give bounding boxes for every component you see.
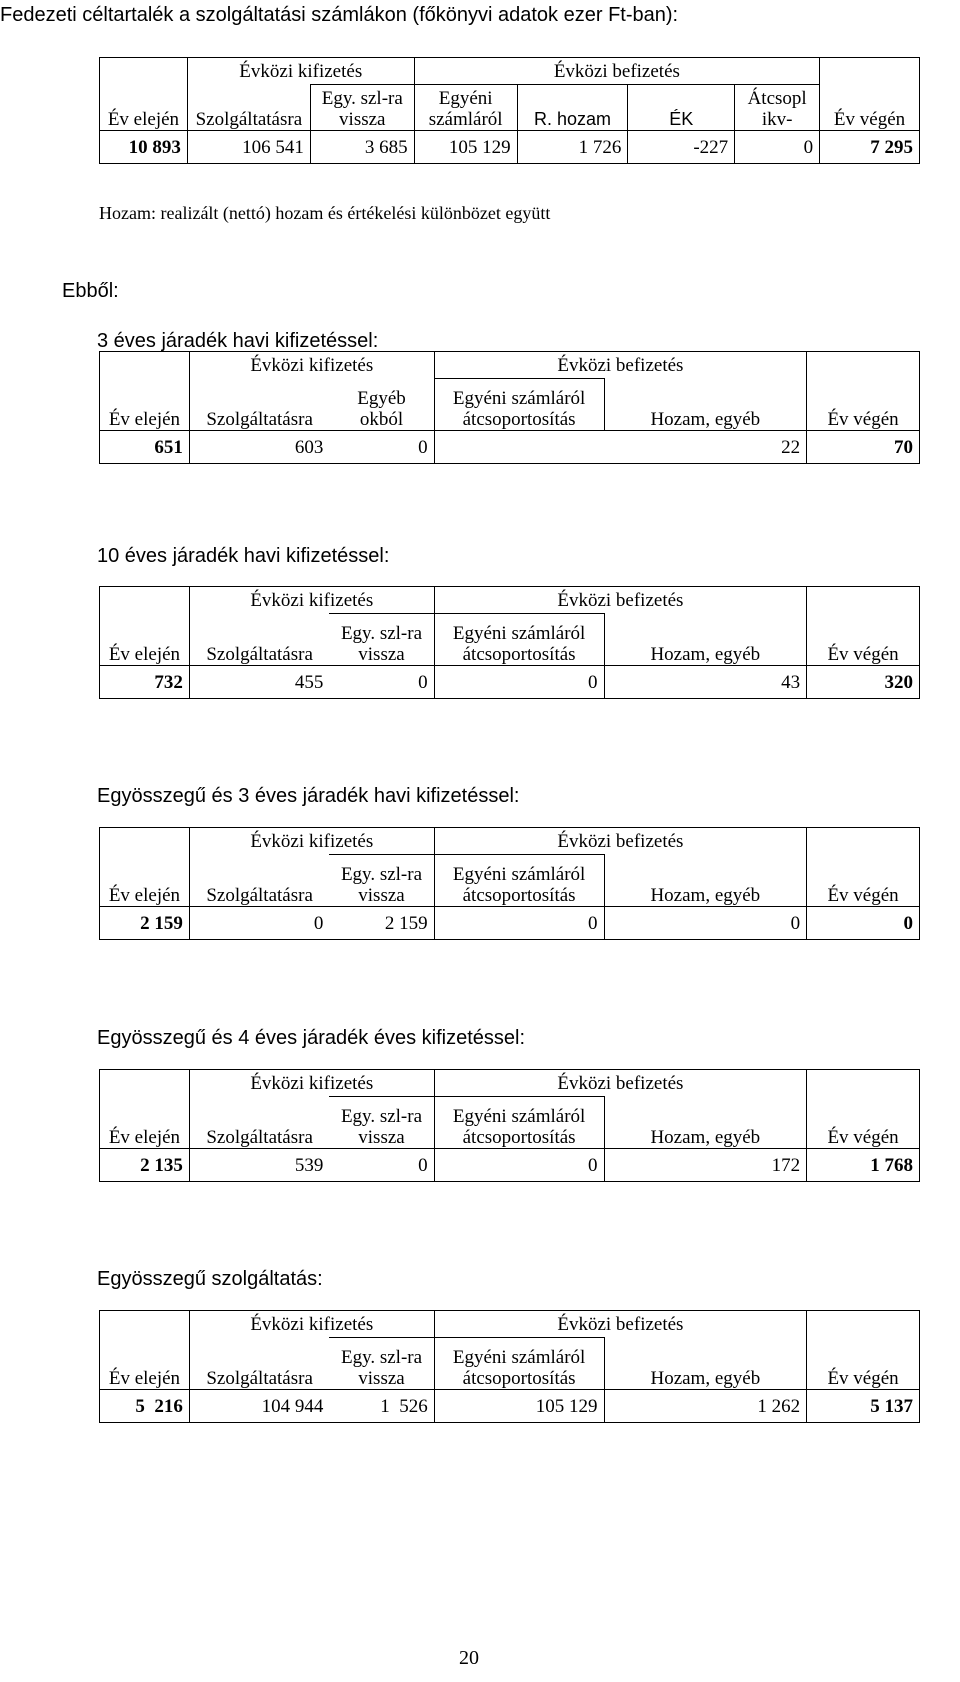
section-empty-cell (100, 587, 190, 614)
main-value-ek: -227 (628, 131, 735, 164)
section-table (99, 351, 920, 464)
section-table (99, 586, 920, 699)
page-number: 20 (459, 1647, 479, 1669)
main-empty-cell (100, 58, 188, 85)
section-group-kifizetes: Évközi kifizetés (189, 1070, 434, 1097)
section-header-egy-szl-vissza: Egy. szl-ra vissza (329, 614, 434, 666)
section-empty-cell (807, 1070, 920, 1097)
section-header-egyeni-szamlarol: Egyéni számláról átcsoportosítás (434, 614, 604, 666)
section-header-egy-szl-vissza: Egy. szl-ra vissza (329, 1338, 434, 1390)
main-header-ek: ÉK (628, 85, 735, 131)
section-value-ev-elejen: 2 135 (100, 1149, 190, 1182)
main-header-egyeni-szamlarol: Egyéni számláról (414, 85, 517, 131)
main-header-szolgaltatasra: Szolgáltatásra (187, 85, 310, 131)
section-table (99, 827, 920, 940)
section-header-ev-elejen: Év elején (100, 379, 190, 431)
section-value-hozam-egyeb: 172 (604, 1149, 807, 1182)
section-header-egyeni-szamlarol: Egyéni számláról átcsoportosítás (434, 855, 604, 907)
section-empty-cell (100, 828, 190, 855)
section-value-hozam-egyeb: 43 (604, 666, 807, 699)
section-value-egy-szl-vissza: 1 526 (329, 1390, 434, 1423)
section-title: 10 éves járadék havi kifizetéssel: (97, 545, 390, 567)
main-value-r-hozam: 1 726 (517, 131, 628, 164)
section-value-ev-vegen: 70 (807, 431, 920, 464)
section-header-ev-elejen: Év elején (100, 614, 190, 666)
section-header-ev-vegen: Év végén (807, 379, 920, 431)
section-value-szolgaltatasra: 539 (189, 1149, 329, 1182)
section-value-egyeni-szamlarol: 0 (434, 907, 604, 940)
section-header-egyeni-szamlarol: Egyéni számláról átcsoportosítás (434, 1338, 604, 1390)
section-header-hozam-egyeb: Hozam, egyéb (604, 855, 807, 907)
section-value-szolgaltatasra: 0 (189, 907, 329, 940)
section-header-egy-szl-vissza: Egy. szl-ra vissza (329, 1097, 434, 1149)
section-value-ev-elejen: 2 159 (100, 907, 190, 940)
section-header-szolgaltatasra: Szolgáltatásra (189, 1097, 329, 1149)
section-header-egy-szl-vissza: Egy. szl-ra vissza (329, 855, 434, 907)
section-value-ev-elejen: 732 (100, 666, 190, 699)
section-header-ev-elejen: Év elején (100, 1338, 190, 1390)
section-title: Egyösszegű szolgáltatás: (97, 1268, 323, 1290)
section-header-ev-vegen: Év végén (807, 614, 920, 666)
hozam-footnote: Hozam: realizált (nettó) hozam és értékelési különbözet együtt (99, 203, 551, 223)
section-header-szolgaltatasra: Szolgáltatásra (189, 855, 329, 907)
section-header-szolgaltatasra: Szolgáltatásra (189, 379, 329, 431)
section-header-hozam-egyeb: Hozam, egyéb (604, 1097, 807, 1149)
main-table (99, 57, 920, 164)
section-group-kifizetes: Évközi kifizetés (189, 1311, 434, 1338)
section-value-egyeni-szamlarol: 105 129 (434, 1390, 604, 1423)
main-value-szolgaltatasra: 106 541 (187, 131, 310, 164)
section-header-ev-vegen: Év végén (807, 855, 920, 907)
section-value-hozam-egyeb: 22 (604, 431, 807, 464)
section-title: 3 éves járadék havi kifizetéssel: (97, 330, 379, 352)
section-title: Egyösszegű és 4 éves járadék éves kifizetéssel: (97, 1027, 525, 1049)
section-value-egyeni-szamlarol: 0 (434, 666, 604, 699)
main-group-befizetes: Évközi befizetés (414, 58, 819, 85)
section-header-ev-elejen: Év elején (100, 855, 190, 907)
page-heading: Fedezeti céltartalék a szolgáltatási számlákon (főkönyvi adatok ezer Ft-ban): (0, 4, 679, 26)
section-value-egyeni-szamlarol (434, 431, 604, 464)
section-group-befizetes: Évközi befizetés (434, 352, 806, 379)
section-empty-cell (100, 1070, 190, 1097)
section-header-szolgaltatasra: Szolgáltatásra (189, 614, 329, 666)
section-header-ev-elejen: Év elején (100, 1097, 190, 1149)
section-value-egy-szl-vissza: 0 (329, 666, 434, 699)
section-header-egyeni-szamlarol: Egyéni számláról átcsoportosítás (434, 379, 604, 431)
section-header-hozam-egyeb: Hozam, egyéb (604, 379, 807, 431)
section-title: Egyösszegű és 3 éves járadék havi kifizetéssel: (97, 785, 520, 807)
section-value-ev-vegen: 320 (807, 666, 920, 699)
main-header-ev-elejen: Év elején (100, 85, 188, 131)
main-header-ev-vegen: Év végén (820, 85, 920, 131)
main-value-ev-vegen: 7 295 (820, 131, 920, 164)
section-group-kifizetes: Évközi kifizetés (189, 587, 434, 614)
section-value-hozam-egyeb: 1 262 (604, 1390, 807, 1423)
section-empty-cell (807, 352, 920, 379)
section-empty-cell (807, 828, 920, 855)
section-group-befizetes: Évközi befizetés (434, 1070, 806, 1097)
section-table (99, 1069, 920, 1182)
section-header-egyeni-szamlarol: Egyéni számláról átcsoportosítás (434, 1097, 604, 1149)
main-header-atcsoportositas: Átcsopl ikv- (735, 85, 820, 131)
section-value-egy-szl-vissza: 0 (329, 1149, 434, 1182)
section-empty-cell (807, 587, 920, 614)
section-group-befizetes: Évközi befizetés (434, 828, 806, 855)
section-header-hozam-egyeb: Hozam, egyéb (604, 614, 807, 666)
section-value-ev-elejen: 651 (100, 431, 190, 464)
section-header-hozam-egyeb: Hozam, egyéb (604, 1338, 807, 1390)
ebbol-label: Ebből: (62, 280, 119, 302)
section-value-ev-vegen: 5 137 (807, 1390, 920, 1423)
section-table (99, 1310, 920, 1423)
section-value-szolgaltatasra: 455 (189, 666, 329, 699)
section-header-szolgaltatasra: Szolgáltatásra (189, 1338, 329, 1390)
main-empty-cell (820, 58, 920, 85)
main-value-atcsoportositas: 0 (735, 131, 820, 164)
section-header-ev-vegen: Év végén (807, 1338, 920, 1390)
section-header-egyeb-okbol: Egyéb okból (329, 379, 434, 431)
section-group-kifizetes: Évközi kifizetés (189, 352, 434, 379)
section-value-egyeb-okbol: 0 (329, 431, 434, 464)
section-empty-cell (100, 1311, 190, 1338)
section-empty-cell (807, 1311, 920, 1338)
section-value-ev-vegen: 0 (807, 907, 920, 940)
main-header-egy-szl-vissza: Egy. szl-ra vissza (310, 85, 414, 131)
section-value-szolgaltatasra: 603 (189, 431, 329, 464)
section-value-egyeni-szamlarol: 0 (434, 1149, 604, 1182)
section-value-egy-szl-vissza: 2 159 (329, 907, 434, 940)
main-value-egyeni-szamlarol: 105 129 (414, 131, 517, 164)
main-group-kifizetes: Évközi kifizetés (187, 58, 414, 85)
main-value-ev-elejen: 10 893 (100, 131, 188, 164)
main-header-r-hozam: R. hozam (517, 85, 628, 131)
section-group-kifizetes: Évközi kifizetés (189, 828, 434, 855)
section-header-ev-vegen: Év végén (807, 1097, 920, 1149)
main-value-egy-szl-vissza: 3 685 (310, 131, 414, 164)
section-value-ev-vegen: 1 768 (807, 1149, 920, 1182)
section-value-szolgaltatasra: 104 944 (189, 1390, 329, 1423)
section-group-befizetes: Évközi befizetés (434, 1311, 806, 1338)
section-value-hozam-egyeb: 0 (604, 907, 807, 940)
section-empty-cell (100, 352, 190, 379)
section-group-befizetes: Évközi befizetés (434, 587, 806, 614)
section-value-ev-elejen: 5 216 (100, 1390, 190, 1423)
